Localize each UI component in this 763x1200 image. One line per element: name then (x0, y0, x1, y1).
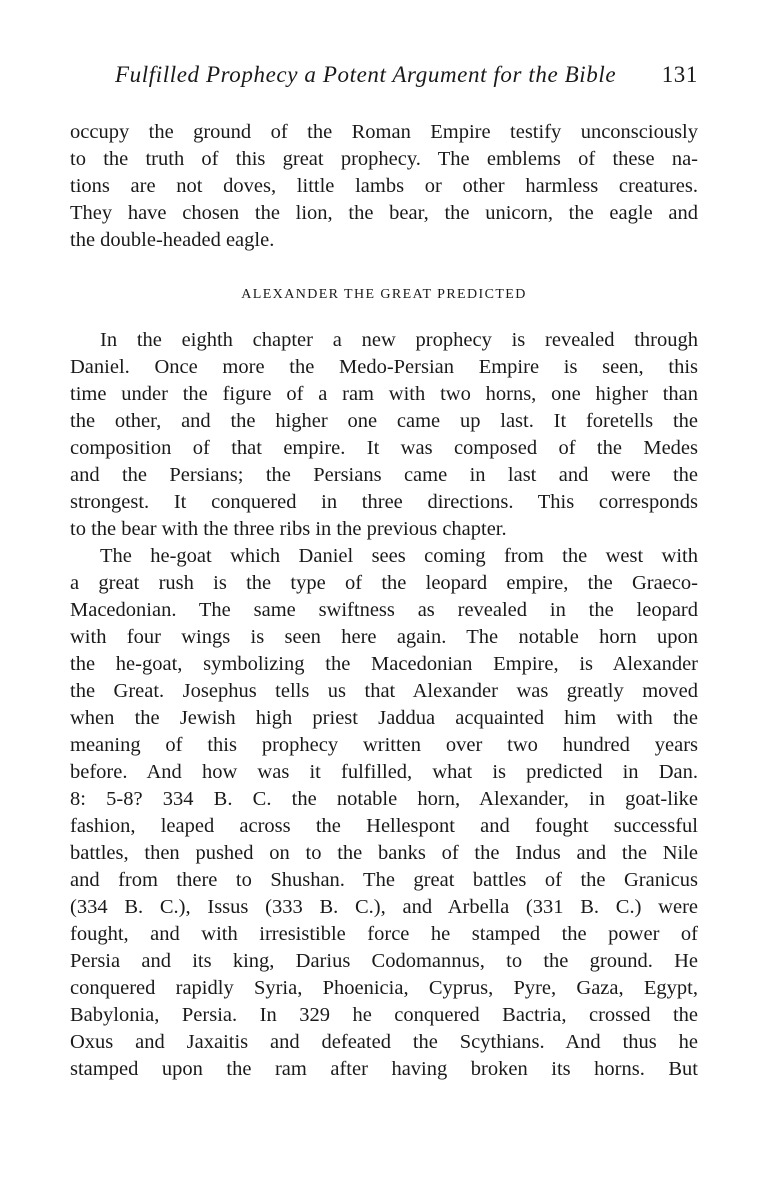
text-line: the double-headed eagle. (70, 229, 275, 251)
text-line: Oxus and Jaxaitis and defeated the Scythians. And thus he (70, 1031, 698, 1053)
text-line: before. And how was it fulfilled, what is predicted in Dan. (70, 761, 698, 783)
text-line: and from there to Shushan. The great battles of the Granicus (70, 869, 698, 891)
text-line: composition of that empire. It was composed of the Medes (70, 437, 698, 459)
text-line: occupy the ground of the Roman Empire testify unconsciously (70, 121, 698, 143)
page-number: 131 (661, 62, 698, 87)
text-line: strongest. It conquered in three directions. This corresponds (70, 491, 698, 513)
text-line: a great rush is the type of the leopard empire, the Graeco- (70, 572, 698, 594)
text-line: when the Jewish high priest Jaddua acquainted him with the (70, 707, 698, 729)
text-line: the Great. Josephus tells us that Alexander was greatly moved (70, 680, 698, 702)
text-line: Babylonia, Persia. In 329 he conquered Bactria, crossed the (70, 1004, 698, 1026)
text-line: 8: 5-8? 334 B. C. the notable horn, Alexander, in goat-like (70, 788, 698, 810)
text-line: (334 B. C.), Issus (333 B. C.), and Arbella (331 B. C.) were (70, 896, 698, 918)
text-line: the he-goat, symbolizing the Macedonian Empire, is Alexander (70, 653, 698, 675)
text-line: Persia and its king, Darius Codomannus, to the ground. He (70, 950, 698, 972)
text-line: In the eighth chapter a new prophecy is revealed through (100, 329, 698, 351)
text-line: with four wings is seen here again. The notable horn upon (70, 626, 698, 648)
text-line: meaning of this prophecy written over two hundred years (70, 734, 698, 756)
running-head (115, 62, 698, 96)
section-heading: ALEXANDER THE GREAT PREDICTED (241, 287, 527, 302)
text-line: stamped upon the ram after having broken its horns. But (70, 1058, 698, 1080)
text-line: fashion, leaped across the Hellespont and fought successful (70, 815, 698, 837)
text-line: to the truth of this great prophecy. The emblems of these na- (70, 148, 698, 170)
text-line: conquered rapidly Syria, Phoenicia, Cyprus, Pyre, Gaza, Egypt, (70, 977, 698, 999)
text-line: and the Persians; the Persians came in last and were the (70, 464, 698, 486)
text-line: time under the figure of a ram with two horns, one higher than (70, 383, 698, 405)
text-line: Daniel. Once more the Medo-Persian Empire is seen, this (70, 356, 698, 378)
text-line: tions are not doves, little lambs or other harmless creatures. (70, 175, 698, 197)
text-line: The he-goat which Daniel sees coming from the west with (100, 545, 698, 567)
running-title: Fulfilled Prophecy a Potent Argument for the Bible (115, 62, 617, 87)
text-line: Macedonian. The same swiftness as revealed in the leopard (70, 599, 698, 621)
text-line: They have chosen the lion, the bear, the unicorn, the eagle and (70, 202, 698, 224)
text-line: fought, and with irresistible force he stamped the power of (70, 923, 698, 945)
text-line: to the bear with the three ribs in the previous chapter. (70, 518, 507, 540)
text-line: battles, then pushed on to the banks of the Indus and the Nile (70, 842, 698, 864)
text-line: the other, and the higher one came up last. It foretells the (70, 410, 698, 432)
